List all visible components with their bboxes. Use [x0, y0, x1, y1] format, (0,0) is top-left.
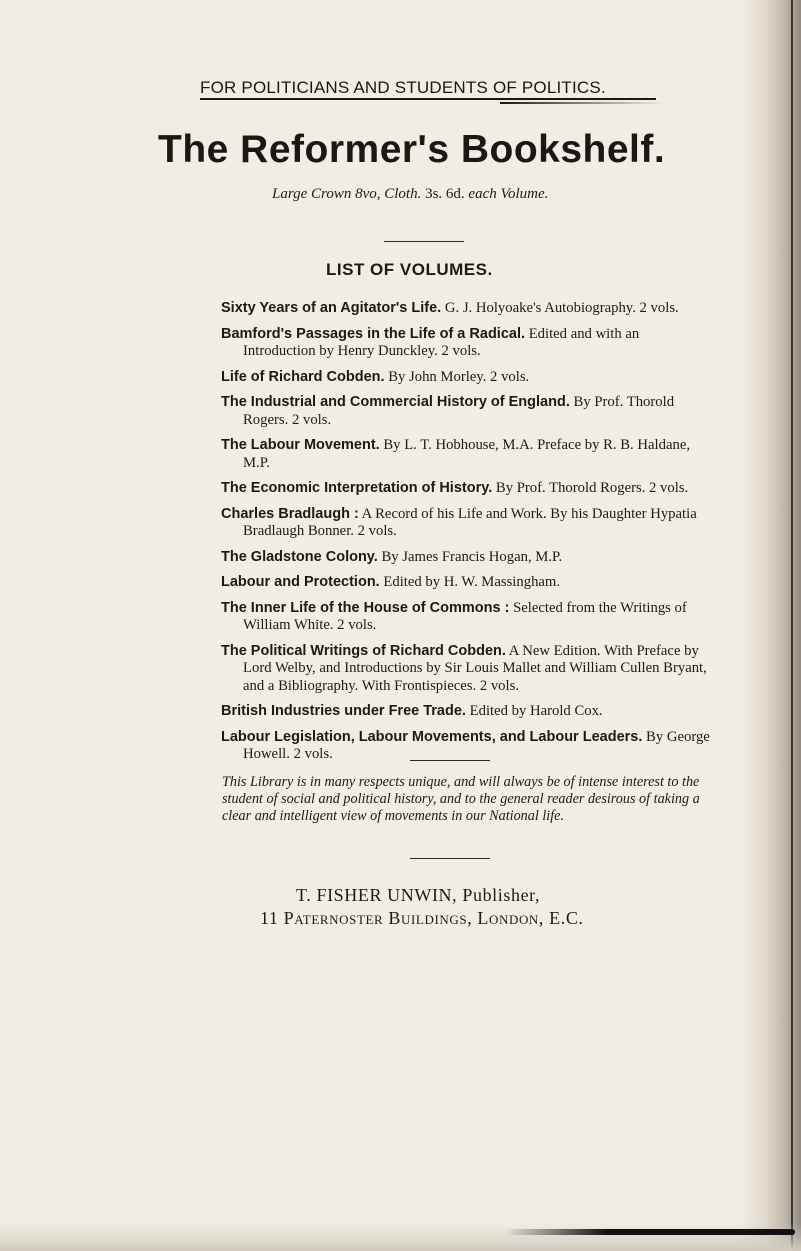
volume-detail: By James Francis Hogan, M.P.: [381, 548, 563, 565]
volume-detail: A Record of his Life and Work. By his Daughter Hypatia Bradlaugh Bonner. 2 vols.: [243, 505, 697, 539]
volume-detail: By Prof. Thorold Rogers. 2 vols.: [495, 480, 689, 496]
page-title: The Reformer's Bookshelf.: [158, 128, 666, 171]
volume-detail: Selected from the Writings of William White. 2 vols.: [243, 599, 687, 633]
volume-detail: Edited by H. W. Massingham.: [383, 574, 561, 590]
volume-entry: [221, 506, 715, 541]
volume-title: Life of Richard Cobden.: [221, 368, 385, 385]
publisher-name: T. FISHER UNWIN, Publisher,: [296, 885, 541, 905]
format-line: [272, 186, 548, 203]
volume-detail: A New Edition. With Preface by Lord Welby, and Introductions by Sir Louis Mallet and William Cullen Bryant, and a Bibliography. With Frontispieces. 2 vols.: [243, 642, 707, 694]
divider-rule: [410, 858, 490, 859]
format-price: 3s. 6d.: [425, 186, 465, 202]
page-bottom-shadow: [0, 1223, 801, 1251]
volume-title: Labour Legislation, Labour Movements, and Labour Leaders.: [221, 728, 643, 745]
volume-detail: By L. T. Hobhouse, M.A. Preface by R. B. Haldane, M.P.: [243, 437, 691, 471]
format-each: each Volume.: [468, 186, 549, 202]
volume-title: Bamford's Passages in the Life of a Radical.: [221, 325, 526, 342]
volume-title: The Labour Movement.: [221, 437, 380, 453]
volume-detail: Edited and with an Introduction by Henry Dunckley. 2 vols.: [243, 325, 640, 359]
volume-entry: [221, 394, 715, 429]
volume-entry: [221, 729, 715, 764]
publisher-imprint: [260, 884, 700, 930]
divider-rule: [384, 241, 464, 242]
volume-entry: [221, 300, 715, 318]
page-bottom-line: [505, 1229, 795, 1235]
volume-entry: [221, 574, 715, 592]
series-heading: FOR POLITICIANS AND STUDENTS OF POLITICS.: [200, 78, 606, 97]
page-edge-line: [791, 0, 793, 1251]
volume-entry: [221, 326, 715, 361]
format-size: Large Crown 8vo, Cloth.: [272, 186, 422, 202]
page-edge-shadow: [741, 0, 801, 1251]
volume-entry: [221, 480, 715, 498]
volume-entry: [221, 437, 715, 472]
volume-list: [221, 300, 715, 772]
library-blurb: This Library is in many respects unique, and will always be of intense interest to the student of social and political history, and to the general reader desirous of taking a clear and intelligent view of movements in our National life.: [222, 774, 700, 824]
volume-title: The Industrial and Commercial History of England.: [221, 394, 570, 410]
volume-title: The Economic Interpretation of History.: [221, 480, 493, 496]
volume-detail: By Prof. Thorold Rogers. 2 vols.: [243, 394, 675, 428]
volume-title: The Political Writings of Richard Cobden.: [221, 642, 506, 659]
volume-entry: [221, 703, 715, 721]
volume-entry: [221, 369, 715, 387]
volume-detail: G. J. Holyoake's Autobiography. 2 vols.: [444, 300, 679, 316]
volume-title: The Gladstone Colony.: [221, 548, 378, 565]
volume-entry: [221, 549, 715, 567]
volume-detail: By John Morley. 2 vols.: [388, 368, 530, 385]
publisher-address: 11 Paternoster Buildings, London, E.C.: [260, 908, 584, 928]
divider-rule: [410, 760, 490, 761]
volume-detail: By George Howell. 2 vols.: [243, 728, 710, 762]
series-underline-thick: [500, 102, 664, 104]
volume-title: British Industries under Free Trade.: [221, 703, 466, 719]
volume-title: The Inner Life of the House of Commons :: [221, 599, 510, 616]
volume-entry: [221, 643, 715, 696]
volume-entry: [221, 600, 715, 635]
volume-title: Labour and Protection.: [221, 574, 380, 590]
volume-detail: Edited by Harold Cox.: [469, 703, 603, 719]
series-underline: [200, 98, 656, 100]
volume-title: Sixty Years of an Agitator's Life.: [221, 300, 442, 316]
volume-title: Charles Bradlaugh :: [221, 505, 359, 522]
list-heading: LIST OF VOLUMES.: [326, 260, 493, 279]
